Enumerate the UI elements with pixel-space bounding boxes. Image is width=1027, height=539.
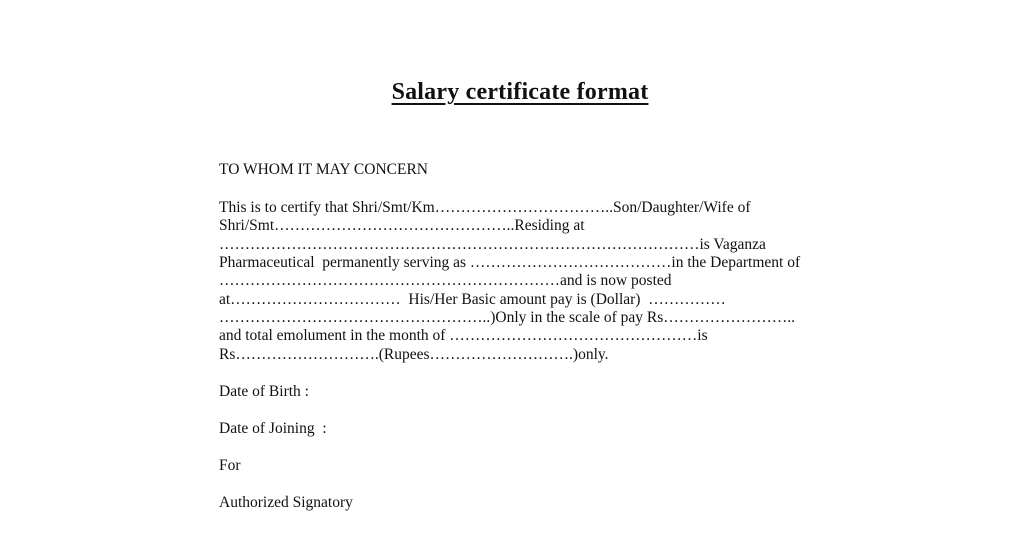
body-line-7: ……………………………………………..)Only in the scale of pay Rs……………………..	[219, 309, 796, 326]
body-line-1: This is to certify that Shri/Smt/Km……………………………..Son/Daughter/Wife of	[219, 199, 751, 216]
body-line-5: …………………………………………………………and is now posted	[219, 272, 672, 289]
date-of-birth-label: Date of Birth :	[219, 383, 309, 400]
salutation: TO WHOM IT MAY CONCERN	[219, 161, 428, 178]
authorized-signatory-label: Authorized Signatory	[219, 494, 353, 511]
body-line-2: Shri/Smt………………………………………..Residing at	[219, 217, 585, 234]
body-line-4: Pharmaceutical permanently serving as …………………………………in the Department of	[219, 254, 801, 271]
document-title: Salary certificate format	[391, 79, 649, 105]
date-of-joining-label: Date of Joining :	[219, 420, 327, 437]
body-line-3: …………………………………………………………………………………is Vaganza	[219, 236, 766, 253]
body-line-9: Rs……………………….(Rupees……………………….)only.	[219, 346, 609, 363]
for-label: For	[219, 457, 241, 474]
body-line-8: and total emolument in the month of …………………………………………is	[219, 327, 708, 344]
body-line-6: at…………………………… His/Her Basic amount pay is (Dollar) ……………	[219, 291, 726, 308]
